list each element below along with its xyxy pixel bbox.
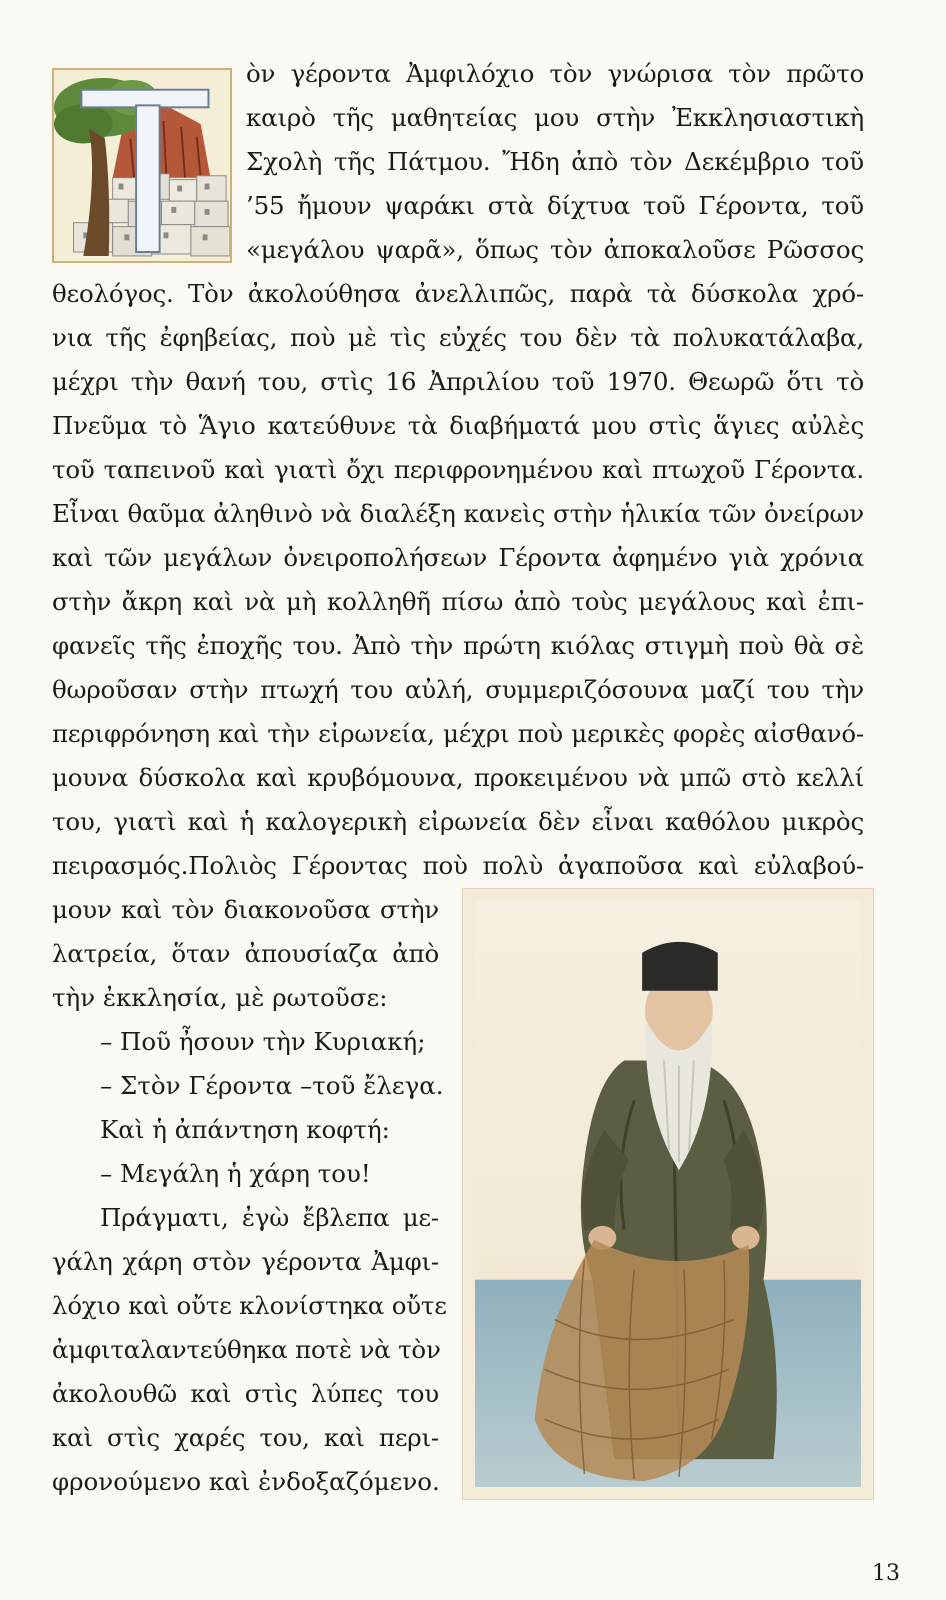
text-line: νια τῆς ἐφηβείας, ποὺ μὲ τὶς εὐχές του δὲν τὰ πολυκατάλαβα, — [52, 323, 864, 352]
text-line: Πνεῦμα τὸ Ἅγιο κατεύθυνε τὰ διαβήματά μου στὶς ἅγιες αὐλὲς — [52, 411, 864, 440]
text-line: ἀμφιταλαντεύθηκα ποτὲ νὰ τὸν — [52, 1335, 441, 1364]
text-line: μουν καὶ τὸν διακονοῦσα στὴν — [52, 895, 439, 924]
text-line: φανεῖς τῆς ἐποχῆς του. Ἀπὸ τὴν πρώτη κιόλας στιγμὴ ποὺ θὰ σὲ — [52, 631, 864, 660]
text-line: μέχρι τὴν θανή του, στὶς 16 Ἀπριλίου τοῦ 1970. Θεωρῶ ὅτι τὸ — [52, 367, 864, 396]
text-line: τὴν ἐκκλησία, μὲ ρωτοῦσε: — [52, 983, 388, 1012]
text-line: ἀκολουθῶ καὶ στὶς λύπες του — [52, 1379, 439, 1408]
text-line: λατρεία, ὅταν ἀπουσίαζα ἀπὸ — [52, 939, 439, 968]
text-line: τοῦ ταπεινοῦ καὶ γιατὶ ὄχι περιφρονημένου καὶ πτωχοῦ Γέροντα. — [52, 455, 864, 484]
dialogue-line: – Στὸν Γέροντα –τοῦ ἔλεγα. — [100, 1071, 444, 1100]
page-number: 13 — [872, 1561, 900, 1586]
text-line: καὶ τῶν μεγάλων ὀνειροπολήσεων Γέροντα ἀφημένο γιὰ χρόνια — [52, 543, 864, 572]
text-line: λόχιο καὶ οὔτε κλονίστηκα οὔτε — [52, 1291, 447, 1320]
text-line: μουνα δύσκολα καὶ κρυβόμουνα, προκειμένου νὰ μπῶ στὸ κελλί — [52, 763, 864, 792]
dialogue-line: – Ποῦ ἦσουν τὴν Κυριακή; — [100, 1027, 426, 1056]
text-line: θεολόγος. Τὸν ἀκολούθησα ἀνελλιπῶς, παρὰ τὰ δύσκολα χρό- — [52, 279, 864, 308]
elder-illustration — [462, 888, 874, 1500]
text-line: ’55 ἤμουν ψαράκι στὰ δίχτυα τοῦ Γέροντα, τοῦ — [246, 191, 864, 220]
drop-cap-art — [54, 70, 230, 261]
text-line: γάλη χάρη στὸν γέροντα Ἀμφι- — [52, 1247, 439, 1276]
text-line: ὸν γέροντα Ἀμφιλόχιο τὸν γνώρισα τὸν πρῶτο — [246, 59, 864, 88]
text-line: περιφρόνηση καὶ τὴν εἰρωνεία, μέχρι ποὺ μερικὲς φορὲς αἰσθανό- — [52, 719, 864, 748]
text-line: Πράγματι, ἐγὼ ἔβλεπα με- — [100, 1203, 439, 1232]
text-line: καὶ στὶς χαρές του, καὶ περι- — [52, 1423, 439, 1452]
text-line: φρονούμενο καὶ ἐνδοξαζόμενο. — [52, 1467, 440, 1496]
text-line: του, γιατὶ καὶ ἡ καλογερικὴ εἰρωνεία δὲν εἶναι καθόλου μικρὸς — [52, 807, 864, 836]
text-line: στὴν ἄκρη καὶ νὰ μὴ κολληθῆ πίσω ἀπὸ τοὺς μεγάλους καὶ ἐπι- — [52, 587, 864, 616]
dialogue-line: – Μεγάλη ἡ χάρη του! — [100, 1159, 371, 1188]
dialogue-line: Καὶ ἡ ἀπάντηση κοφτή: — [100, 1115, 390, 1144]
text-line: Σχολὴ τῆς Πάτμου. Ἤδη ἀπὸ τὸν Δεκέμβριο τοῦ — [246, 147, 864, 176]
drop-cap-illustration — [52, 68, 232, 263]
text-line: Εἶναι θαῦμα ἀληθινὸ νὰ διαλέξη κανεὶς στὴν ἡλικία τῶν ὀνείρων — [52, 499, 864, 528]
text-line: καιρὸ τῆς μαθητείας μου στὴν Ἐκκλησιαστικὴ — [246, 103, 864, 132]
text-line: πειρασμός.Πολιὸς Γέροντας ποὺ πολὺ ἀγαποῦσα καὶ εὐλαβού- — [52, 851, 864, 880]
elder-painting — [475, 901, 861, 1487]
text-line: θωροῦσαν στὴν πτωχή του αὐλή, συμμεριζόσουνα μαζί του τὴν — [52, 675, 864, 704]
text-line: «μεγάλου ψαρᾶ», ὅπως τὸν ἀποκαλοῦσε Ρῶσσος — [246, 235, 864, 264]
